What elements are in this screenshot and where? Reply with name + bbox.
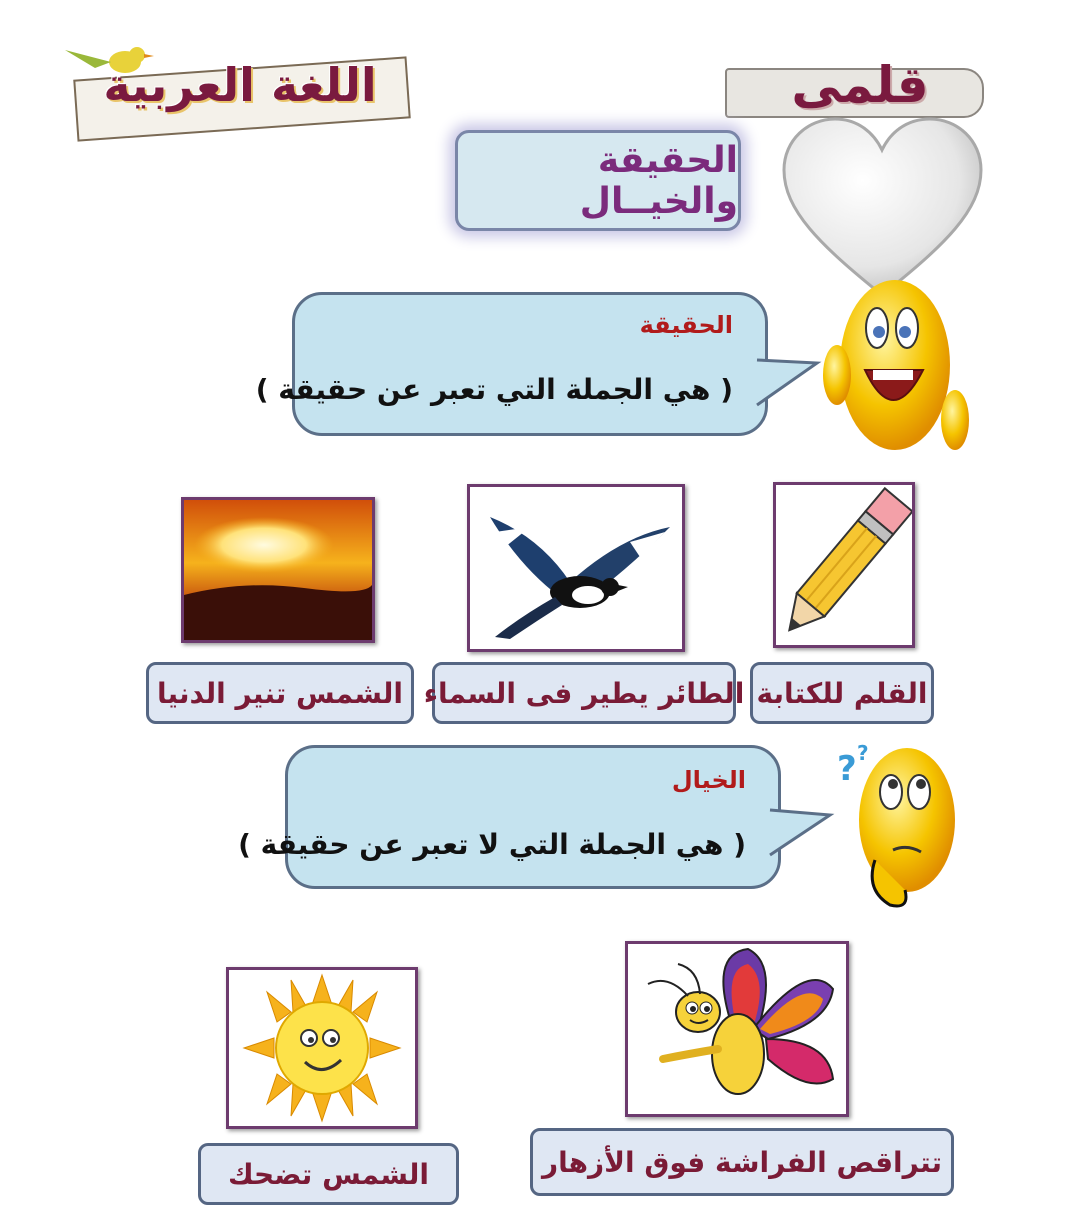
fiction-example-text-sun: الشمس تضحك <box>227 1157 430 1191</box>
smiling-sun-picture <box>226 967 418 1129</box>
fiction-bubble-tail <box>768 805 838 865</box>
bird-icon <box>470 487 682 649</box>
fiction-definition: ( هي الجملة التي لا تعبر عن حقيقة ) <box>238 828 746 861</box>
fiction-example-text-butterfly: تتراقص الفراشة فوق الأزهار <box>541 1145 943 1179</box>
thinking-emoji-icon <box>835 740 960 915</box>
fiction-bubble <box>238 745 781 889</box>
fact-example-label-bird <box>423 662 745 724</box>
fact-definition: ( هي الجملة التي تعبر عن حقيقة ) <box>255 373 733 406</box>
fiction-example-label-sun <box>198 1143 459 1205</box>
sunset-picture <box>181 497 375 643</box>
page-title <box>455 130 741 231</box>
arabic-language-logo-text: اللغة العربية <box>103 58 377 112</box>
sunset-icon <box>184 500 372 640</box>
svg-text:?: ? <box>857 741 869 765</box>
fact-example-text-sun: الشمس تنير الدنيا <box>157 676 403 710</box>
page-title-text: الحقيقة والخيــال <box>579 139 738 222</box>
smiling-sun-icon <box>229 970 415 1126</box>
arabic-language-logo <box>55 40 425 135</box>
fact-example-label-pencil <box>750 662 934 724</box>
happy-emoji-icon <box>815 270 975 460</box>
pencil-picture <box>773 482 915 648</box>
svg-text:?: ? <box>837 749 857 789</box>
fact-heading: الحقيقة <box>639 311 733 339</box>
fact-bubble <box>255 292 768 436</box>
fiction-heading: الخيال <box>671 766 746 794</box>
qalami-logo-text: قلمى <box>791 56 929 114</box>
fact-example-text-pencil: القلم للكتابة <box>756 676 928 710</box>
pencil-icon <box>776 485 912 645</box>
fact-example-text-bird: الطائر يطير فى السماء <box>423 676 745 710</box>
butterfly-icon <box>628 944 846 1114</box>
butterfly-picture <box>625 941 849 1117</box>
bird-picture <box>467 484 685 652</box>
fact-example-label-sun <box>146 662 414 724</box>
fiction-example-label-butterfly <box>530 1128 954 1196</box>
